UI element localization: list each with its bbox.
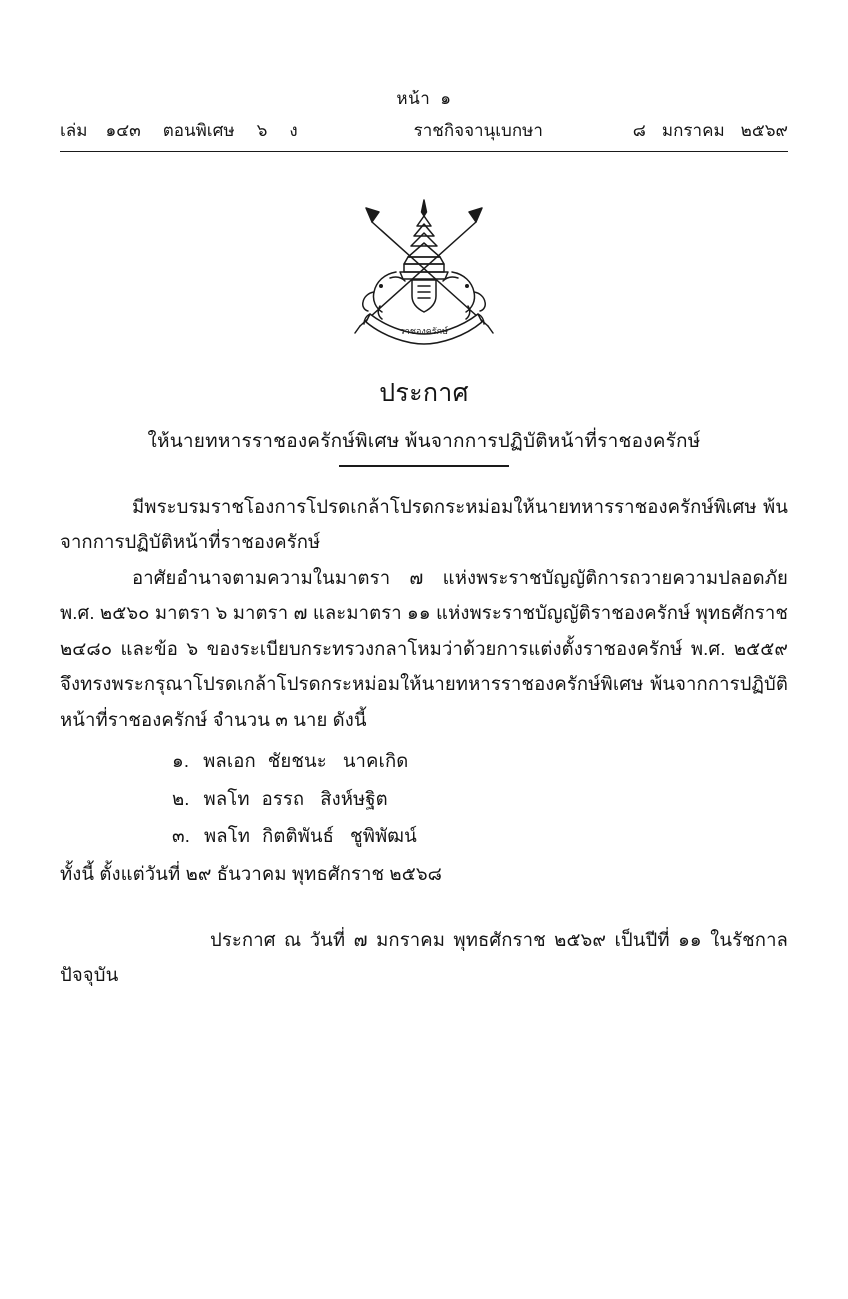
page-header (60, 0, 788, 152)
document-title: ประกาศ (379, 379, 469, 408)
list-item-family-name: นาคเกิด (342, 750, 409, 772)
volume-number: ๑๔๓ (105, 121, 141, 141)
volume-label: เล่ม (60, 121, 88, 141)
section-number: ๖ (256, 121, 268, 141)
list-item-rank: พลโท (204, 825, 251, 847)
page-label: หน้า (396, 89, 431, 108)
list-item-number: ๓. (172, 825, 190, 847)
section-letter: ง (289, 121, 298, 141)
emblem-container (60, 186, 788, 351)
document-body (60, 489, 788, 993)
header-rule-row (60, 111, 788, 152)
list-item-rank: พลเอก (203, 750, 256, 772)
list-item-family-name: ชูพิพัฒน์ (350, 825, 417, 847)
royal-guard-emblem-icon (334, 186, 514, 351)
title-divider (339, 465, 509, 467)
officer-list (60, 743, 788, 854)
list-item-number: ๑. (172, 750, 190, 772)
page-number: ๑ (440, 89, 452, 108)
list-item-given-name: กิตติพันธ์ (262, 825, 335, 847)
document-subtitle: ให้นายทหารราชองครักษ์พิเศษ พ้นจากการปฏิบัติหน้าที่ราชองครักษ์ (147, 431, 701, 453)
list-item-family-name: สิงห์ษฐิต (320, 787, 388, 809)
paragraph-1: มีพระบรมราชโองการโปรดเกล้าโปรดกระหม่อมให้นายทหารราชองครักษ์พิเศษ พ้นจากการปฏิบัติหน้าที่ราชองครักษ์ (60, 495, 788, 553)
closing-line: ประกาศ ณ วันที่ ๗ มกราคม พุทธศักราช ๒๕๖๙ เป็นปีที่ ๑๑ ในรัชกาลปัจจุบัน (60, 928, 788, 986)
emblem-motto: ราชองครักษ์ (399, 326, 449, 337)
date-year: ๒๕๖๙ (740, 121, 788, 141)
list-item (60, 743, 788, 779)
list-item (60, 818, 788, 854)
list-item (60, 781, 788, 817)
gazette-name: ราชกิจจานุเบกษา (413, 121, 543, 141)
list-item-given-name: อรรถ (261, 787, 305, 809)
list-item-rank: พลโท (203, 787, 250, 809)
effective-date-line: ทั้งนี้ ตั้งแต่วันที่ ๒๙ ธันวาคม พุทธศักราช ๒๕๖๘ (60, 863, 443, 884)
list-item-given-name: ชัยชนะ (267, 750, 327, 772)
date-day: ๘ (632, 121, 646, 141)
date-month: มกราคม (661, 121, 725, 141)
paragraph-2: อาศัยอำนาจตามความในมาตรา ๗ แห่งพระราชบัญญัติการถวายความปลอดภัย พ.ศ. ๒๕๖๐ มาตรา ๖ มาตรา ๗ และมาตรา ๑๑ แห่งพระราชบัญญัติราชองครักษ์ พุทธศักราช ๒๔๘๐ และข้อ ๖ ของระเบียบกระทรวงกลาโหมว่าด้วยการแต่งตั้งราชองครักษ์ พ.ศ. ๒๕๕๙ จึงทรงพระกรุณาโปรดเกล้าโปรดกระหม่อมให้นายทหารราชองครักษ์พิเศษ พ้นจากการปฏิบัติหน้าที่ราชองครักษ์ จำนวน ๓ นาย ดังนี้ (60, 566, 788, 730)
header-date-group (633, 117, 788, 144)
page-number-block (60, 88, 788, 109)
header-left-group (60, 117, 298, 144)
section-label: ตอนพิเศษ (162, 121, 235, 141)
list-item-number: ๒. (172, 787, 190, 809)
